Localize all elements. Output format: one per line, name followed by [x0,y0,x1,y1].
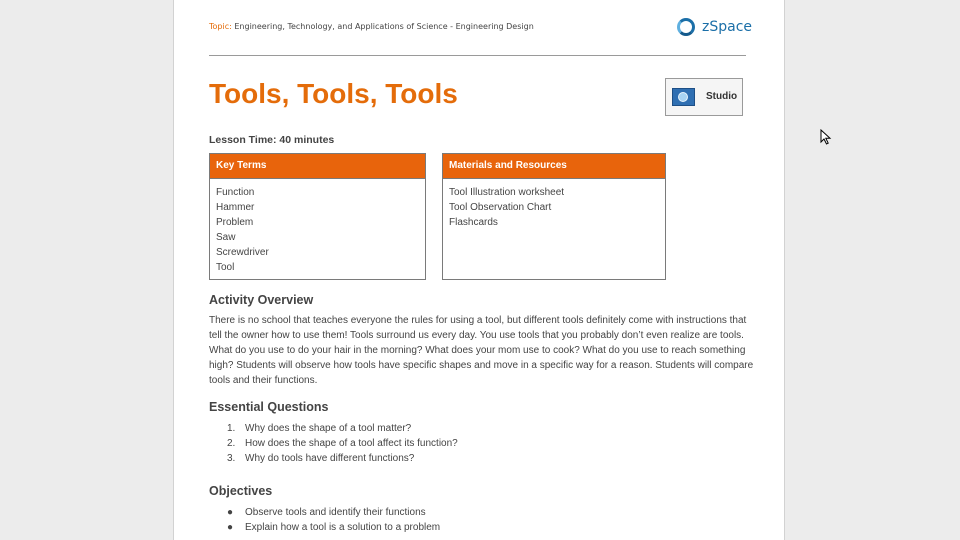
list-item: 1. Why does the shape of a tool matter? [227,423,412,434]
topic-text: Engineering, Technology, and Applications of Science - Engineering Design [234,22,534,31]
header-divider [209,55,746,56]
objectives-heading: Objectives [209,484,273,498]
list-item: ● Observe tools and identify their functions [227,507,426,518]
activity-overview-text: There is no school that teaches everyone the rules for using a tool, but different tools definitely come with instructions that tell the owner how to use them! Tools surround us every day. You use tools that you probably don’t even realize are tools. What do you use to do your hair in the morning? What does your mom use to cook? What do you use to reach something high? Students will observe how tools have specific shapes and move in a specific way for a reason. Students will compare tools and their functions. [209,315,754,386]
material-item: Tool Illustration worksheet [449,187,565,198]
materials-list [443,179,665,230]
zspace-logo-icon [677,18,695,36]
studio-icon [672,88,695,106]
materials-box [442,153,666,280]
material-item: Tool Observation Chart [449,202,552,213]
material-item: Flashcards [449,217,498,228]
document-page [173,0,785,540]
objectives-list [227,505,440,535]
list-item: 2. How does the shape of a tool affect its function? [227,438,458,449]
studio-label: Studio [706,91,738,102]
list-item: 3. Why do tools have different functions? [227,453,415,464]
key-terms-box [209,153,426,280]
key-terms-list [210,179,425,275]
studio-badge [665,78,743,116]
topic-label: Topic: [209,22,232,31]
key-term-item: Function [216,187,255,198]
essential-questions-heading: Essential Questions [209,400,329,414]
essential-questions-list [227,421,458,466]
topic-line [209,22,534,31]
materials-heading: Materials and Resources [443,154,665,179]
key-term-item: Screwdriver [216,247,269,258]
lesson-time: Lesson Time: 40 minutes [209,134,335,146]
key-term-item: Problem [216,217,254,228]
mouse-cursor-icon [820,129,832,145]
key-term-item: Hammer [216,202,255,213]
key-terms-heading: Key Terms [210,154,425,179]
key-term-item: Saw [216,232,236,243]
page-title: Tools, Tools, Tools [209,78,458,109]
key-term-item: Tool [216,262,235,273]
activity-overview-heading: Activity Overview [209,293,314,307]
list-item: ● Explain how a tool is a solution to a problem [227,522,441,533]
logo-text: zSpace [702,19,753,35]
zspace-logo [677,18,753,40]
